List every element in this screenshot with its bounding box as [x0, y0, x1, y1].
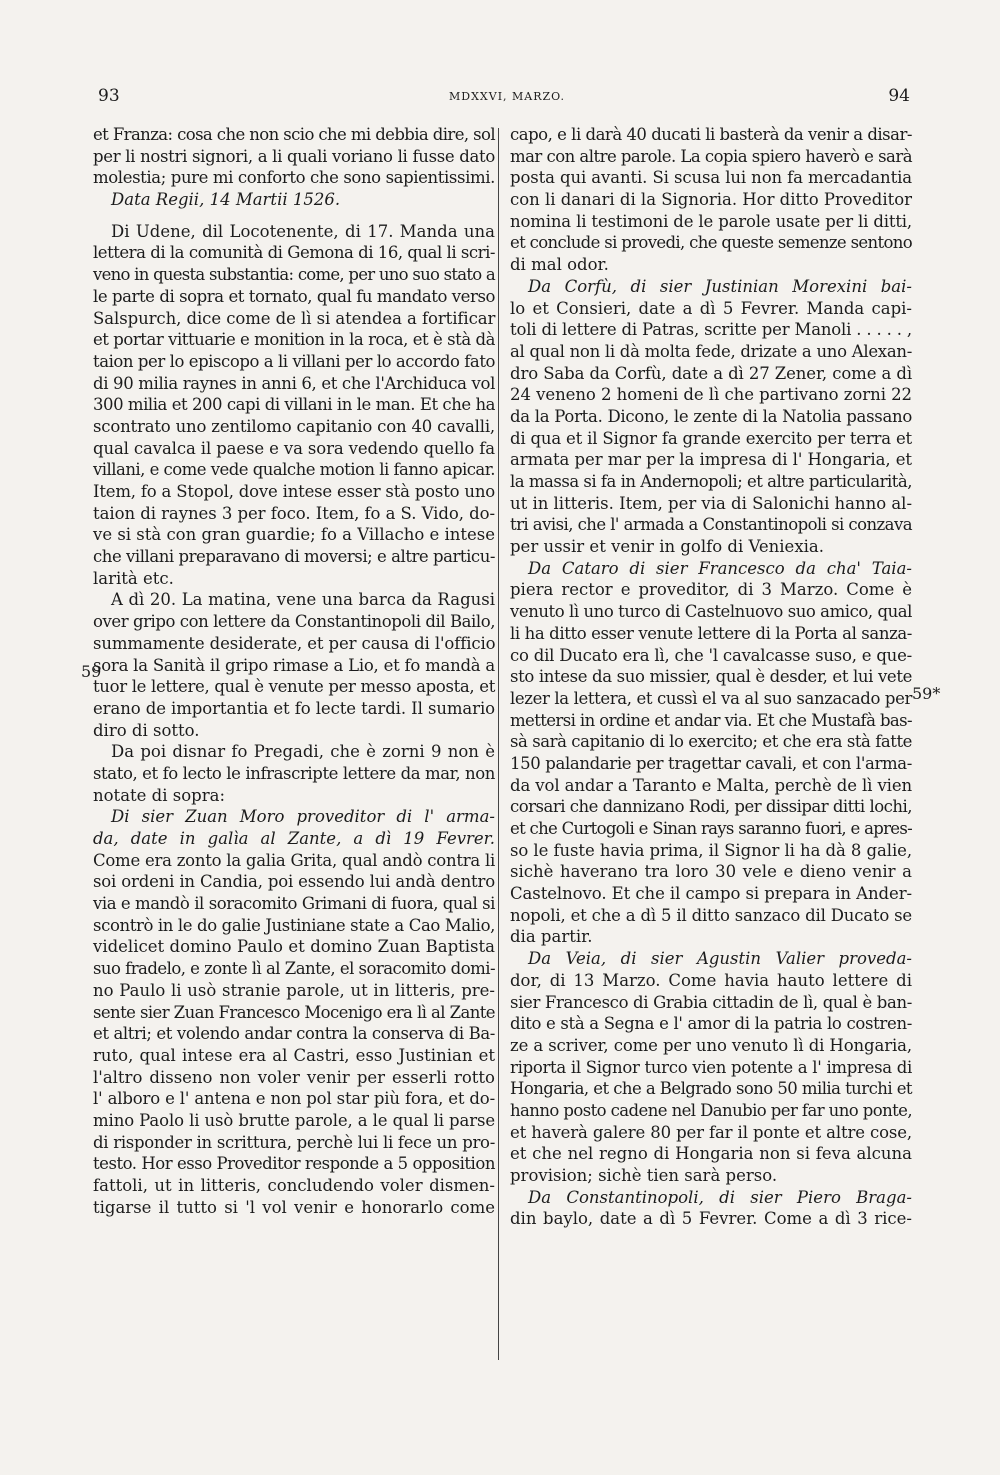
text-line: via e mandò il soracomito Grimani di fuora, qual si [93, 894, 496, 914]
text-line: sier Francesco di Grabia cittadin de lì, qual è ban- [510, 992, 912, 1012]
text-line: et altri; et volendo andar contra la conserva di Ba- [93, 1024, 495, 1044]
text-line: Hongaria, et che a Belgrado sono 50 milia turchi et [510, 1079, 912, 1099]
text-line: so le fuste havia prima, il Signor li ha dà 8 galie, [510, 840, 912, 860]
text-line: sto intese da suo missier, qual è desder, et lui vete [510, 667, 912, 687]
text-line: summamente desiderate, et per causa di l'officio [93, 633, 496, 653]
text-line: dro Saba da Corfù, date a dì 27 Zener, come a dì [510, 363, 912, 383]
text-line: tigarse il tutto si 'l vol venir e honorarlo come [93, 1197, 495, 1217]
page-number-right: 94 [888, 86, 910, 106]
text-line: no Paulo li usò stranie parole, ut in litteris, pre- [93, 980, 495, 1000]
text-line: sente sier Zuan Francesco Mocenigo era lì al Zante [93, 1002, 495, 1022]
text-line: erano de importantia et fo lecte tardi. Il sumario [93, 698, 495, 718]
text-line: mar con altre parole. La copia spiero haverò e sarà [510, 146, 912, 166]
running-head: MDXXVI, MARZO. [449, 90, 566, 103]
text-line: veno in questa substantia: come, per uno suo stato a [93, 265, 495, 285]
text-line: lezer la lettera, et cussì el va al suo sanzacado per [510, 688, 912, 708]
text-line: venuto lì uno turco di Castelnuovo suo amico, qual [510, 602, 912, 622]
left-column [93, 124, 495, 1218]
text-line: et Franza: cosa che non scio che mi debbia dire, sol [93, 125, 495, 144]
text-line: Salspurch, dice come de lì si atendea a fortificar [93, 308, 496, 328]
text-line: la massa si fa in Andernopoli; et altre particularità, [510, 472, 912, 491]
text-line: din baylo, date a dì 5 Fevrer. Come a dì 3 rice- [510, 1209, 912, 1229]
text-line: Da Veia, di sier Agustin Valier proveda- [528, 949, 912, 969]
text-line: sichè haverano tra loro 30 vele e dieno venir a [510, 862, 912, 882]
text-line: stato, et fo lecto le infrascripte lettere da mar, non [93, 763, 495, 783]
text-line: sora la Sanità il gripo rimase a Lio, et fo mandà a [93, 655, 495, 675]
text-line: corsari che dannizano Rodi, per dissipar ditti lochi, [510, 797, 912, 817]
text-line: fattoli, ut in litteris, concludendo voler dismen- [93, 1176, 495, 1195]
text-line: nopoli, et che a dì 5 il ditto sanzaco dil Ducato se [510, 905, 912, 925]
text-line: taion di raynes 3 per foco. Item, fo a S. Vido, do- [93, 503, 495, 523]
text-line: le parte di sopra et tornato, qual fu mandato verso [93, 286, 495, 306]
text-line: da, date in galìa al Zante, a dì 19 Fevrer. [93, 829, 495, 848]
text-line: toli di lettere di Patras, scritte per Manoli . . . . . , [510, 320, 912, 340]
text-line: Da Constantinopoli, di sier Piero Braga- [528, 1187, 912, 1207]
text-line: capo, e li darà 40 ducati li basterà da venir a disar- [510, 125, 912, 144]
text-line: di qua et il Signor fa grande exercito per terra et [510, 428, 912, 448]
text-line: dor, di 13 Marzo. Come havia hauto lettere di [510, 970, 912, 990]
text-line: molestia; pure mi conforto che sono sapientissimi. [93, 168, 495, 188]
text-line: ruto, qual intese era al Castri, esso Justinian et [93, 1045, 495, 1065]
text-line: con li danari di la Signoria. Hor ditto Proveditor [510, 190, 912, 210]
text-line: al qual non li dà molta fede, drizate a uno Alexan- [510, 341, 912, 361]
text-line: piera rector e proveditor, di 3 Marzo. Come è [510, 580, 912, 600]
text-line: che villani preparavano di moversi; e altre particu- [93, 547, 495, 567]
text-line: tuor le lettere, qual è venute per messo aposta, et [93, 677, 495, 697]
text-line: Da poi disnar fo Pregadi, che è zorni 9 non è [111, 742, 495, 762]
text-line: mettersi in ordine et andar via. Et che Mustafà bas- [510, 710, 912, 730]
text-line: Item, fo a Stopol, dove intese esser stà posto uno [93, 482, 495, 501]
text-line: et haverà galere 80 per far il ponte et altre cose, [510, 1122, 912, 1142]
text-line: l' alboro e l' antena e non pol star più fora, et do- [93, 1089, 495, 1109]
text-line: hanno posto cadene nel Danubio per far uno ponte, [510, 1100, 912, 1120]
text-line: sà sarà capitanio di lo exercito; et che era stà fatte [510, 732, 912, 752]
text-line: soi ordeni in Candia, poi essendo lui andà dentro [93, 872, 495, 892]
text-line: co dil Ducato era lì, che 'l cavalcasse suso, e que- [510, 645, 912, 665]
text-line: da vol andar a Taranto e Malta, perchè de lì vien [510, 775, 912, 795]
text-line: et portar vittuarie e monition in la roca, et è stà dà [93, 330, 495, 350]
text-line: diro di sotto. [93, 720, 200, 740]
text-line: et che Curtogoli e Sinan rays saranno fuori, e apres- [510, 819, 912, 838]
text-line: 150 palandarie per tragettar cavali, et con l'arma- [510, 753, 912, 773]
margin-note-right: 59* [912, 684, 941, 703]
text-line: li ha ditto esser venute lettere di la Porta al sanza- [510, 623, 912, 643]
margin-note-left: 59 [81, 662, 102, 681]
text-line: Di Udene, dil Locotenente, di 17. Manda una [111, 221, 495, 241]
text-line: nomina li testimoni de le parole usate per li ditti, [510, 211, 912, 231]
text-line: da la Porta. Dicono, le zente di la Natolia passano [510, 406, 912, 426]
text-line: per li nostri signori, a li quali voriano li fusse dato [93, 146, 495, 166]
text-line: Come era zonto la galia Grita, qual andò contra li [93, 850, 495, 870]
text-line: Data Regii, 14 Martii 1526. [111, 190, 341, 210]
text-line: Da Corfù, di sier Justinian Morexini bai- [528, 276, 912, 296]
text-line: ut in litteris. Item, per via di Salonichi hanno al- [510, 493, 912, 513]
text-line: riporta il Signor turco vien potente a l' impresa di [510, 1057, 912, 1077]
text-line: et conclude si provedi, che queste semenze sentono [510, 233, 912, 253]
right-column [510, 124, 912, 1230]
text-line: suo fradelo, e zonte lì al Zante, el soracomito domi- [93, 959, 495, 979]
text-line: villani, e come vede qualche motion li fanno apicar. [93, 460, 495, 480]
text-line: armata per mar per la impresa di l' Hongaria, et [510, 450, 912, 470]
text-line: ze a scriver, come per uno venuto lì di Hongaria, [510, 1035, 912, 1055]
text-line: provision; sichè tien sarà perso. [510, 1166, 778, 1185]
text-line: larità etc. [93, 568, 174, 588]
text-line: Di sier Zuan Moro proveditor di l' arma- [111, 807, 495, 827]
text-line: scontrò in le do galie Justiniane state a Cao Malio, [93, 915, 495, 935]
page-header [82, 86, 910, 110]
text-line: 24 veneno 2 homeni de lì che partivano zorni 22 [510, 385, 912, 405]
text-line: dito e stà a Segna e l' amor di la patria lo costren- [510, 1014, 912, 1034]
text-line: testo. Hor esso Proveditor responde a 5 opposition [93, 1154, 495, 1174]
text-line: di mal odor. [510, 255, 609, 275]
text-line: mino Paolo li usò brutte parole, a le qual li parse [93, 1110, 495, 1130]
text-line: dia partir. [510, 927, 593, 947]
column-divider [498, 128, 499, 1360]
text-line: posta qui avanti. Si scusa lui non fa mercadantia [510, 168, 912, 188]
text-line: di risponder in scrittura, perchè lui li fece un pro- [93, 1132, 495, 1152]
text-line: lo et Consieri, date a dì 5 Fevrer. Manda capi- [510, 298, 912, 318]
text-line: A dì 20. La matina, vene una barca da Ragusi [111, 590, 495, 610]
page-number-left: 93 [98, 86, 120, 106]
text-line: taion per lo episcopo a li villani per lo accordo fato [93, 351, 495, 371]
text-line: lettera di la comunità di Gemona di 16, qual li scri- [93, 243, 495, 263]
text-line: Da Cataro di sier Francesco da cha' Taia- [528, 558, 912, 578]
text-line: di 90 milia raynes in anni 6, et che l'Archiduca vol [93, 373, 495, 393]
text-line: ve si stà con gran guardie; fo a Villacho e intese [93, 525, 495, 545]
text-line: scontrato uno zentilomo capitanio con 40 cavalli, [93, 416, 495, 436]
text-line: l'altro disseno non voler venir per esserli rotto [93, 1067, 495, 1087]
text-line: per ussir et venir in golfo di Veniexia. [510, 537, 824, 557]
text-line: qual cavalca il paese e va sora vedendo quello fa [93, 438, 495, 458]
text-line: 300 milia et 200 capi di villani in le man. Et che ha [93, 395, 495, 415]
text-line: videlicet domino Paulo et domino Zuan Baptista [93, 937, 495, 957]
text-line: Castelnovo. Et che il campo si prepara in Ander- [510, 884, 912, 904]
text-line: tri avisi, che l' armada a Constantinopoli si conzava [510, 515, 912, 535]
text-line: notate di sopra: [93, 785, 225, 805]
text-line: et che nel regno di Hongaria non si feva alcuna [510, 1144, 912, 1164]
text-line: over gripo con lettere da Constantinopoli dil Bailo, [93, 612, 495, 632]
